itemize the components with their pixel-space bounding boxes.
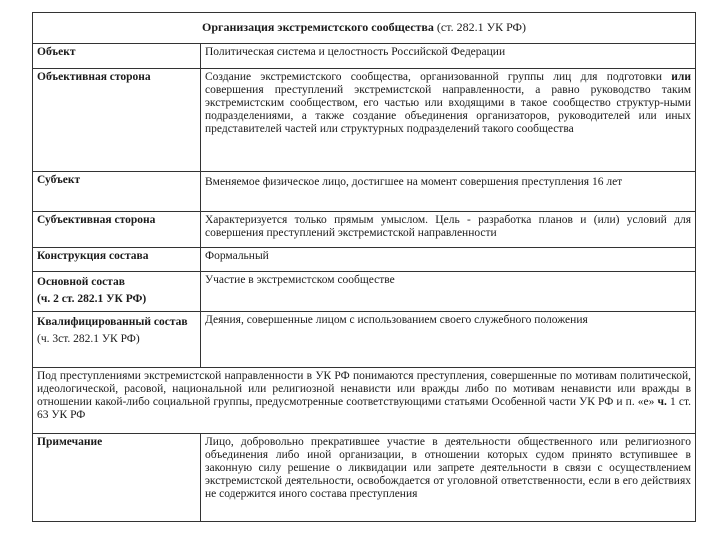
row-label: Квалифицированный состав (ч. 3ст. 282.1 УК РФ) [33,312,201,368]
row-label: Конструкция состава [33,248,201,272]
row-text: Деяния, совершенные лицом с использованием своего служебного положения [201,312,696,368]
table-title [33,13,696,44]
definition-note: Под преступлениями экстремистской направленности в УК РФ понимаются преступления, совершенные по мотивам политической, идеологической, расовой, национальной или религиозной ненависти или вражды либо по мотивам ненависти или вражды в отношении какой-либо социальной группы, предусмотренные соответствующими статьями Особенной части УК РФ и п. «е» ч. 1 ст. 63 УК РФ [33,368,696,434]
row-text: Политическая система и целостность Российской Федерации [201,44,696,69]
title-main: Организация экстремистского сообщества [201,20,434,35]
row-text: Участие в экстремистском сообществе [201,272,696,312]
crime-table [32,12,696,522]
row-text: Вменяемое физическое лицо, достигшее на момент совершения преступления 16 лет [201,172,696,212]
remark-text: Лицо, добровольно прекратившее участие в деятельности общественного или религиозного объединения либо иной организации, в отношении которых судом принято вступившее в законную силу решение о ликвидации или запрете деятельности в связи с осуществлением экстремистской деятельности, освобождается от уголовной ответственности, если в его действиях не содержится иного состава преступления [201,434,696,522]
row-label: Объективная сторона [33,69,201,172]
row-text: Формальный [201,248,696,272]
row-label: Субъект [33,172,201,212]
row-label: Объект [33,44,201,69]
row-label: Основной состав (ч. 2 ст. 282.1 УК РФ) [33,272,201,312]
row-text: Характеризуется только прямым умыслом. Цель - разработка планов и (или) условий для совершения преступлений экстремистской направленности [201,212,696,248]
row-text: Создание экстремистского сообщества, организованной группы лиц для подготовки или совершения преступлений экстремистской направленности, а равно руководство таким экстремистским сообществом, его частью или входящими в такое сообщество структур-ными подразделениями, а также создание объединения организаторов, руководителей или иных представителей частей или структурных подразделений такого сообщества [201,69,696,172]
row-label: Субъективная сторона [33,212,201,248]
title-article: (ст. 282.1 УК РФ) [433,20,527,35]
remark-label: Примечание [33,434,201,522]
